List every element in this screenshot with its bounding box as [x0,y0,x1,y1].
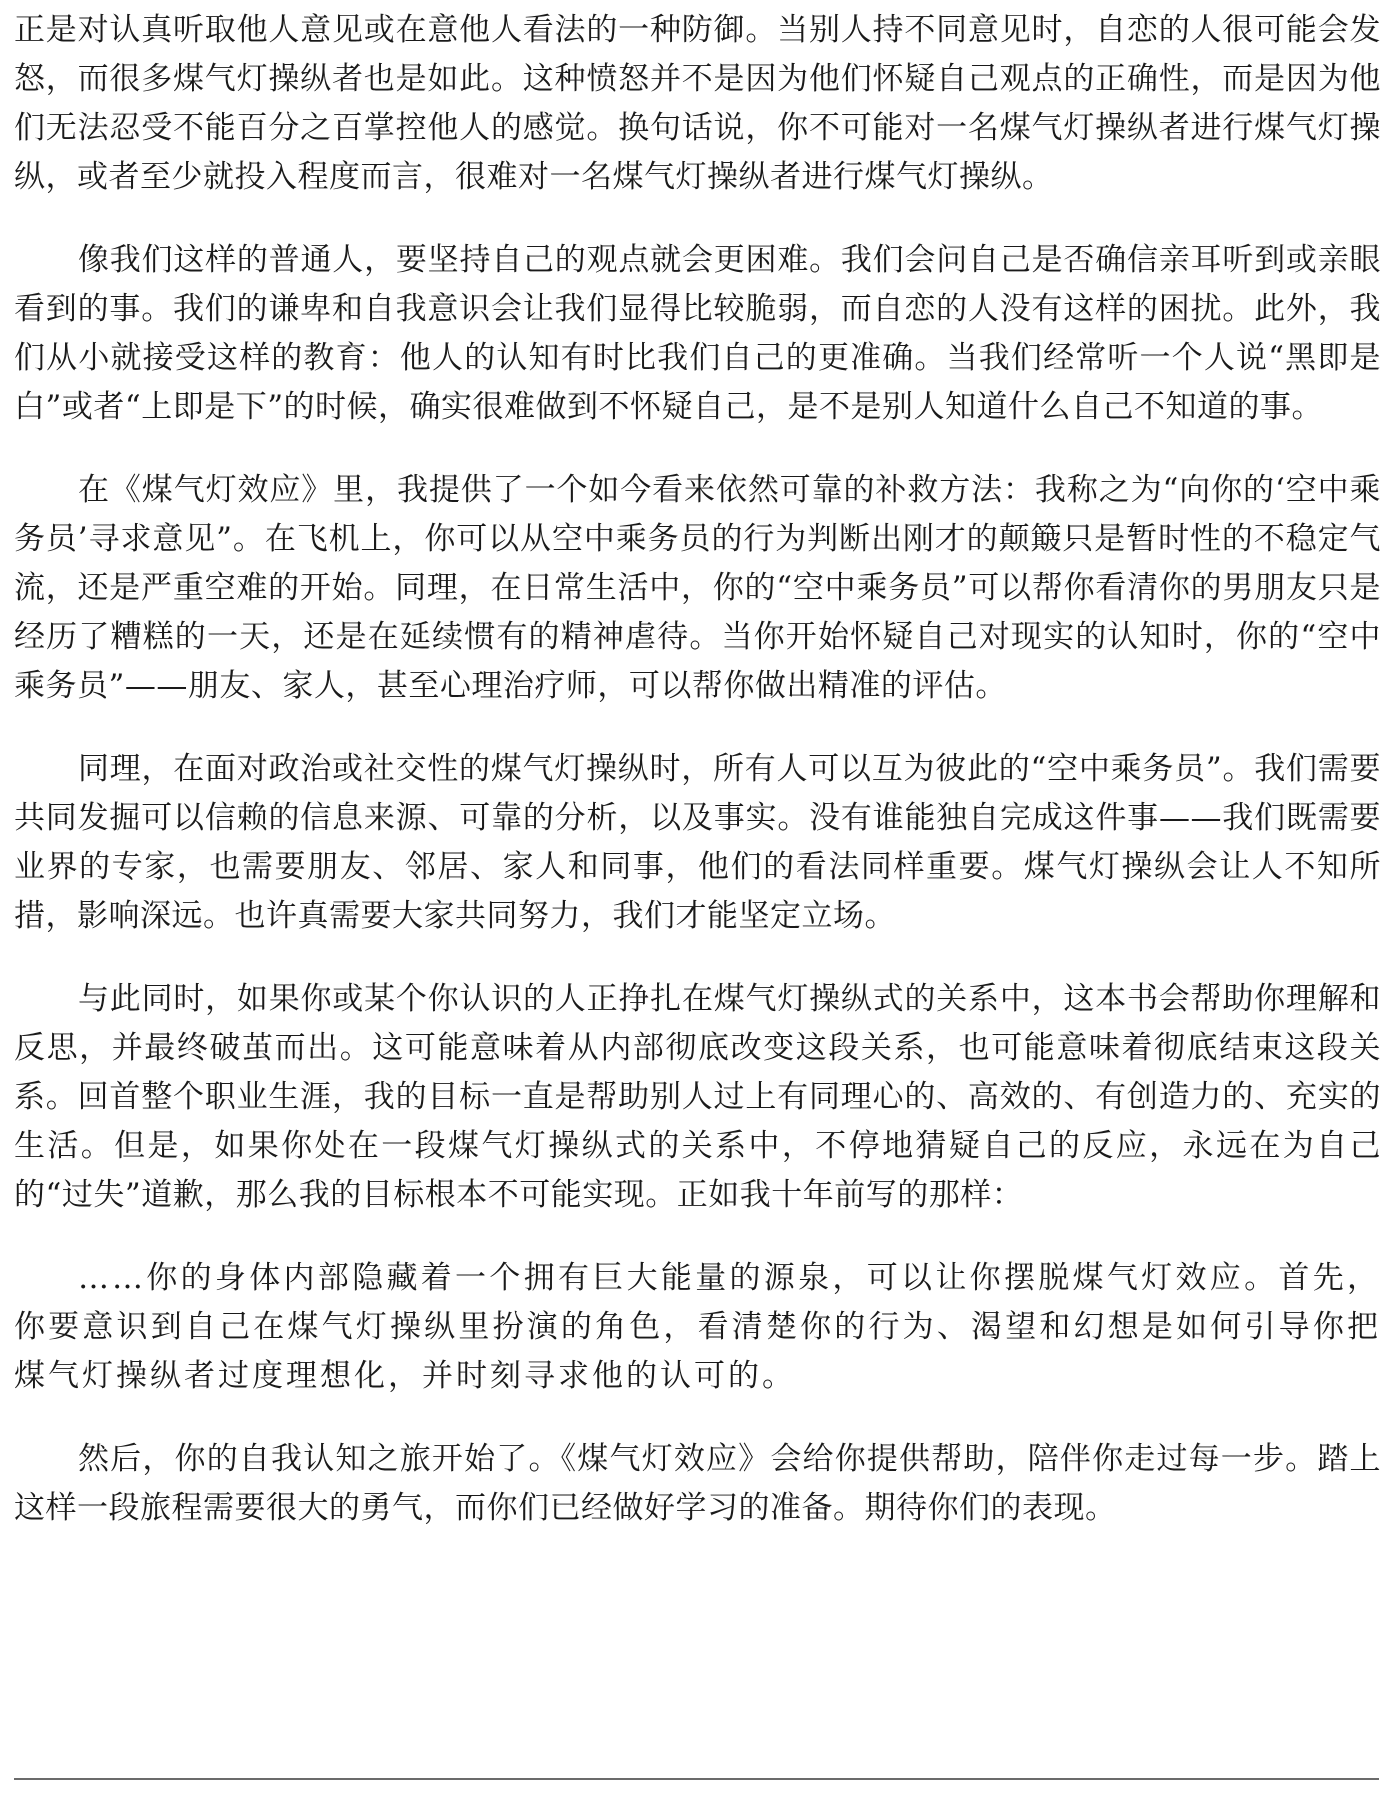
paragraph-closing: 然后，你的自我认知之旅开始了。《煤气灯效应》会给你提供帮助，陪伴你走过每一步。踏上这样一段旅程需要很大的勇气，而你们已经做好学习的准备。期待你们的表现。 [14,1441,1381,1526]
paragraph-flight-attendant: 在《煤气灯效应》里，我提供了一个如今看来依然可靠的补救方法：我称之为“向你的‘空中乘务员’寻求意见”。在飞机上，你可以从空中乘务员的行为判断出刚才的颠簸只是暂时性的不稳定气流，还是严重空难的开始。同理，在日常生活中，你的“空中乘务员”可以帮你看清你的男朋友只是经历了糟糕的一天，还是在延续惯有的精神虐待。当你开始怀疑自己对现实的认知时，你的“空中乘务员”——朋友、家人，甚至心理治疗师，可以帮你做出精准的评估。 [14,472,1381,704]
footer-divider [14,1778,1379,1780]
paragraph-social-gaslighting: 同理，在面对政治或社交性的煤气灯操纵时，所有人可以互为彼此的“空中乘务员”。我们需要共同发掘可以信赖的信息来源、可靠的分析，以及事实。没有谁能独自完成这件事——我们既需要业界的专家，也需要朋友、邻居、家人和同事，他们的看法同样重要。煤气灯操纵会让人不知所措，影响深远。也许真需要大家共同努力，我们才能坚定立场。 [14,751,1381,934]
paragraph-continuation: 正是对认真听取他人意见或在意他人看法的一种防御。当别人持不同意见时，自恋的人很可能会发怒，而很多煤气灯操纵者也是如此。这种愤怒并不是因为他们怀疑自己观点的正确性，而是因为他们无法忍受不能百分之百掌控他人的感觉。换句话说，你不可能对一名煤气灯操纵者进行煤气灯操纵，或者至少就投入程度而言，很难对一名煤气灯操纵者进行煤气灯操纵。 [14,12,1381,195]
paragraph-ordinary-people: 像我们这样的普通人，要坚持自己的观点就会更困难。我们会问自己是否确信亲耳听到或亲眼看到的事。我们的谦卑和自我意识会让我们显得比较脆弱，而自恋的人没有这样的困扰。此外，我们从小就接受这样的教育：他人的认知有时比我们自己的更准确。当我们经常听一个人说“黑即是白”或者“上即是下”的时候，确实很难做到不怀疑自己，是不是别人知道什么自己不知道的事。 [14,242,1381,425]
block-quote: ……你的身体内部隐藏着一个拥有巨大能量的源泉，可以让你摆脱煤气灯效应。首先，你要意识到自己在煤气灯操纵里扮演的角色，看清楚你的行为、渴望和幻想是如何引导你把煤气灯操纵者过度理想化，并时刻寻求他的认可的。 [14,1260,1381,1394]
paragraph-relationship: 与此同时，如果你或某个你认识的人正挣扎在煤气灯操纵式的关系中，这本书会帮助你理解和反思，并最终破茧而出。这可能意味着从内部彻底改变这段关系，也可能意味着彻底结束这段关系。回首整个职业生涯，我的目标一直是帮助别人过上有同理心的、高效的、有创造力的、充实的生活。但是，如果你处在一段煤气灯操纵式的关系中，不停地猜疑自己的反应，永远在为自己的“过失”道歉，那么我的目标根本不可能实现。正如我十年前写的那样： [14,981,1381,1213]
